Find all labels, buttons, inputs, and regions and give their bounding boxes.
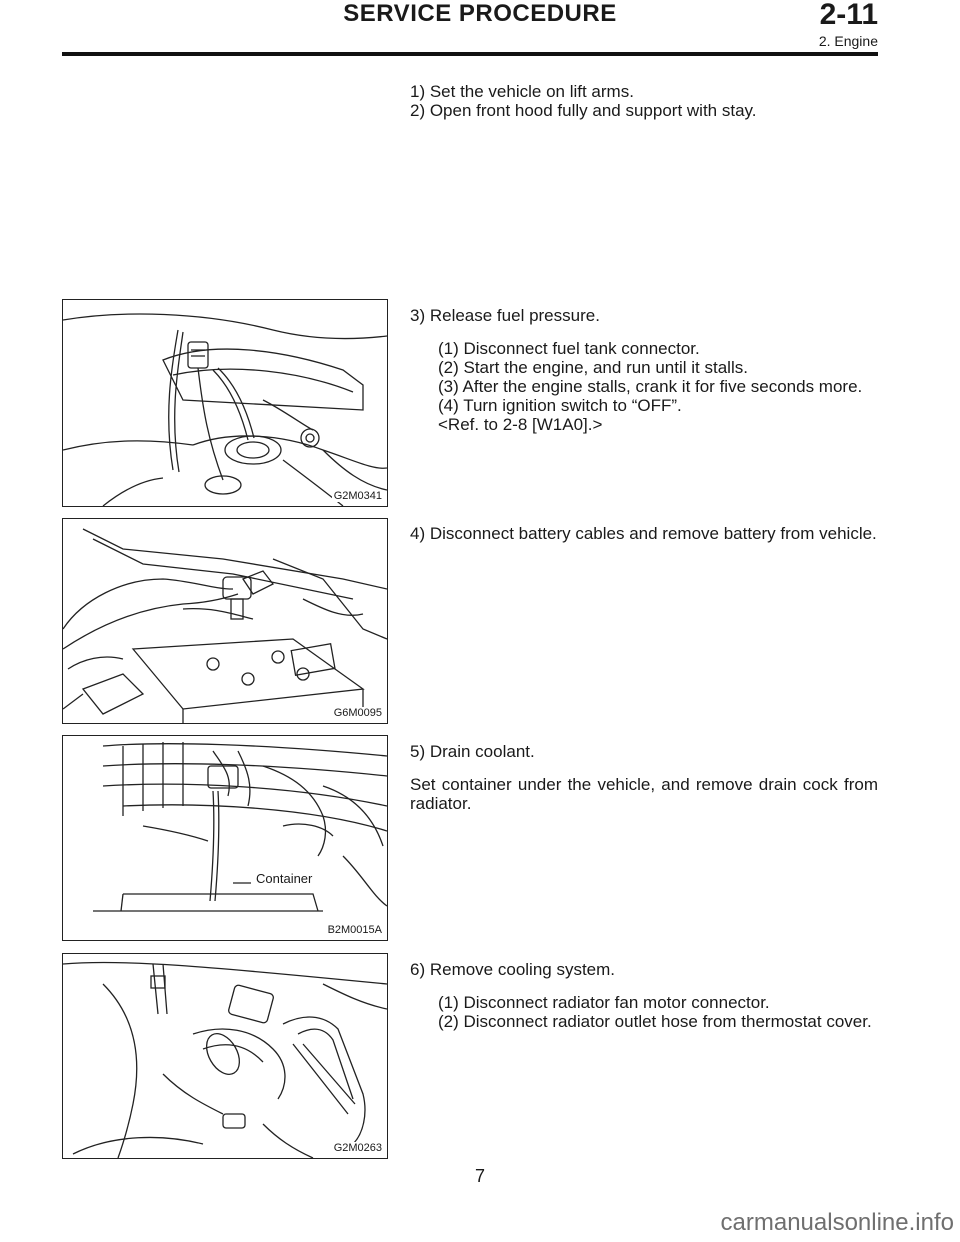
steps-block-5 [410, 742, 878, 813]
step-3: 3) Release fuel pressure. [410, 306, 600, 325]
figure-cooling-system [62, 953, 388, 1159]
battery-illustration [63, 519, 387, 723]
step-3-reference: <Ref. to 2-8 [W1A0].> [438, 415, 603, 434]
step-3-4: (4) Turn ignition switch to “OFF”. [438, 396, 682, 415]
figure-code: G2M0341 [333, 490, 382, 502]
step-5-text: Set container under the vehicle, and remove drain cock from radiator. [410, 775, 878, 813]
step-6-2: (2) Disconnect radiator outlet hose from thermostat cover. [438, 1012, 872, 1031]
page-header-title: SERVICE PROCEDURE [343, 0, 617, 27]
figure-code: G2M0263 [333, 1142, 382, 1154]
step-5: 5) Drain coolant. [410, 742, 535, 761]
step-4: 4) Disconnect battery cables and remove battery from vehicle. [410, 524, 877, 543]
step-1: 1) Set the vehicle on lift arms. [410, 82, 634, 101]
section-subtitle: 2. Engine [818, 33, 878, 49]
step-6-1: (1) Disconnect radiator fan motor connector. [438, 993, 770, 1012]
step-3-1: (1) Disconnect fuel tank connector. [438, 339, 700, 358]
steps-block-3 [410, 306, 878, 434]
step-2: 2) Open front hood fully and support with stay. [410, 101, 757, 120]
steps-block-4 [410, 524, 878, 543]
drain-coolant-illustration [63, 736, 387, 940]
step-3-2: (2) Start the engine, and run until it stalls. [438, 358, 748, 377]
fuel-connector-illustration [63, 300, 387, 506]
section-number: 2-11 [819, 0, 878, 31]
page-number: 7 [474, 1166, 485, 1186]
header-rule [62, 52, 878, 56]
figure-drain-coolant [62, 735, 388, 941]
container-label: Container [256, 871, 313, 886]
figure-fuel-connector [62, 299, 388, 507]
figure-code: B2M0015A [327, 924, 382, 936]
steps-block-1 [410, 82, 878, 120]
cooling-system-illustration [63, 954, 387, 1158]
figure-code: G6M0095 [333, 707, 382, 719]
figure-battery [62, 518, 388, 724]
step-3-3: (3) After the engine stalls, crank it for five seconds more. [438, 377, 863, 396]
step-6: 6) Remove cooling system. [410, 960, 616, 979]
steps-block-6 [410, 960, 878, 1031]
watermark: carmanualsonline.info [720, 1209, 954, 1236]
